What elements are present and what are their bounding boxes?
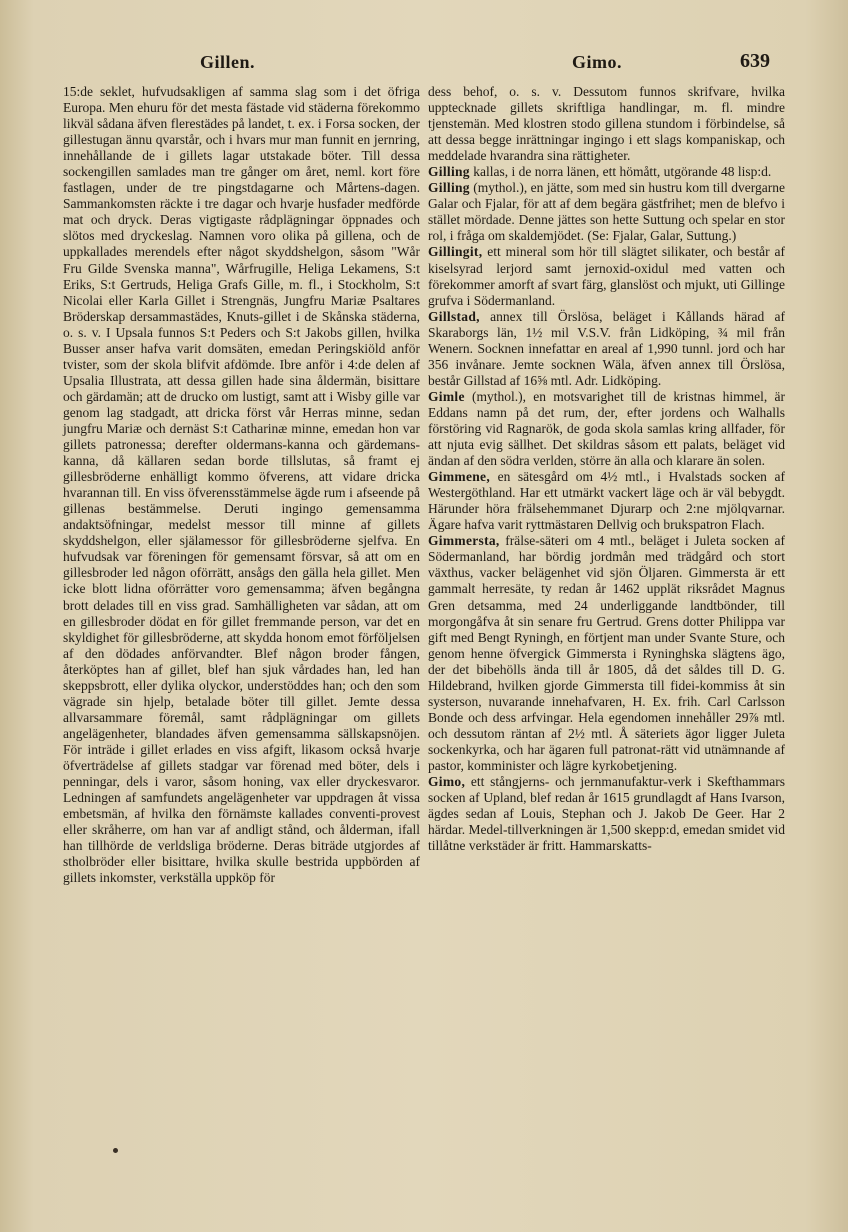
page-number: 639 (740, 50, 770, 72)
entry-headword: Gilling (428, 180, 470, 196)
entry-gimo (428, 774, 785, 854)
entry-gimle (428, 389, 785, 469)
entry-gillstad (428, 309, 785, 389)
header-right-word: Gimo. (572, 52, 622, 72)
header-left-word: Gillen. (200, 52, 256, 72)
entry-text: kallas, i de norra länen, ett hömått, utgörande 48 lisp:d. (473, 164, 772, 180)
entry-headword: Gimmene, (428, 469, 491, 485)
left-column (63, 84, 420, 886)
entry-text: ett mineral som hör till slägtet silikater, och består af kiselsyrad lerjord samt jernoxid-oxidul med vatten och förekommer amorft af svart färg, glanslöst och mjukt, uti Gillinge grufva i Södermanland. (428, 244, 785, 308)
left-column-text: 15:de seklet, hufvudsakligen af samma slag som i det öfriga Europa. Men ehuru för det mesta fästade vid städerna förekommo likväl sådana äfven flerestädes på landet, t. ex. i Forsa socken, der gillestugan ännu qvarstår, och i hvars mur man funnit en jernring, innehållande de i gillets lagar utstakade böter. Till dessa sockengillen samlades man tre gånger om året, neml. kort före fastlagen, under de tre pingstdagarne och Mårtens-dagen. Sammankomsten räckte i tre dagar och hvarje husfader medförde mat och dryck. Deras vigtigaste rådplägningar öppnades och slötos med dryckeslag. Namnen voro olika på gillena, och de uppkallades merendels efter något skyddshelgon, såsom "Wår Fru Gilde Svenska manna", Wårfrugille, Heliga Lekamens, S:t Eriks, S:t Gertruds, Heliga Grafs Gille, m. fl., i Stockholm, S:t Nicolai eller Karla Gillet i Strengnäs, Jungfru Mariæ Psaltares Bröderskap dersammastädes, Knuts-gillet i de Skånska städerna, o. s. v. I Upsala funnos S:t Peders och S:t Jakobs gillen, hvilka Busser anser hafva varit domsäten, emedan Peringskiöld anför tvister, som der skola blifvit afdömde. Ibre anför i 4:de delen af Upsalia Illustrata, att dessa gillen hade sina åldermän, bisittare och gärdamän; att de drucko om lustigt, samt att i Wisby gille var genom lag stadgadt, att dricka först vår Herras minne, sedan jungfru Mariæ och dernäst S:t Catharinæ minne, emedan hon var gillets patronessa; derefter oldermans-kanna och gärdemans-kanna, då källaren sedan borde tillslutas, så framt ej gillesbröderne enhälligt kommo öfverens, att vidare dricka hvarannan till. En viss öfverensstämmelse ägde rum i afseende på gillenas bestämmelse. Deruti ingingo gemensamma andaktsöfningar, medelst messor till minne af gillets skyddshelgon, eller själamessor för gillesbröderne sjelfva. En hufvudsak var föreningen för gemensamt försvar, så att om en gillesbroder led någon oförrätt, ansågs den gälla hela gillet. Men icke blott lidna oförrätter voro gemensamma; äfven begångna brott delades till en viss grad. Samhälligheten var sådan, att om en gillesbroder dödat en för gillet fremmande person, var det en skyldighet för gillesbröderne, att skydda honom emot förföljelsen af den dödades anförvandter. Blef någon broder fången, återköptes han af gillet, blef han sjuk vårdades han, led han skeppsbrott, eller dylika olyckor, understöddes han; och den som vägrade sin hjelp, betalade böter till gillet. Jemte dessa allvarsammare föremål, samt rådplägningar om gillets angelägenheter, blandades äfven gemensamma sällskapsnöjen. För inträde i gillet erlades en viss afgift, likasom också hvarje öfverträdelse af gillets stadgar var förenad med böter, dels i penningar, dels i varor, såsom honing, vax eller dryckesvaror. Ledningen af samfundets angelägenheter var uppdragen åt vissa embetsmän, af hvilka den förnämste kallades conventi-provest eller skråherre, om han var af andligt stånd, och ålderman, ifall han tillhörde de verldsliga bröderne. Deras biträde utgjordes af stholbröder eller bisittare, hvilka skulle bestrida uppbörden af gillets inkomster, verkställa uppköp för (63, 84, 420, 886)
entry-text: annex till Örslösa, beläget i Kållands härad af Skaraborgs län, 1½ mil V.S.V. från Lidköping, ¾ mil från Wenern. Socknen innefattar en areal af 1,990 tunnl. jord och har 356 invånare. Jemte socknen Wäla, äfven annex till Örslösa, består Gillstad af 16⅝ mtl. Adr. Lidköping. (428, 308, 785, 388)
entry-text: frälse-säteri om 4 mtl., beläget i Juleta socken af Södermanland, har bördig jordmån med trädgård och stort växthus, vacker belägenhet vid sjön Öljaren. Gimmersta är ett gammalt herresäte, ty redan år 1462 upplät riksrådet Magnus Gren detsamma, med 24 underliggande landtbönder, till morgongåfva åt sin senare fru Gertrud. Grens dotter Philippa var gift med Bengt Ryningh, en förtjent man under Svante Sture, och genom henne öfvergick Gimmersta i Ryninghska slägtens ägo, der det bibehölls ända till år 1805, då det såldes till D. G. Hildebrand, hvilken gjorde Gimmersta till fidei-kommiss åt sin systerson, nuvarande innehafvaren, H. Ex. frih. Carl Carlsson Bonde och dess arfvingar. Hela egendomen innehåller 29⅞ mtl. och dessutom räntan af 2½ mtl. Å säteriets ägor ligger Juleta sockenkyrka, och har ägaren full patronat-rätt vid utnämnande af pastor, komminister och lägre kyrkobetjening. (428, 533, 786, 773)
entry-gilling-measure (428, 164, 785, 180)
entry-gilling-myth (428, 180, 785, 244)
running-header (0, 50, 848, 80)
right-column-intro: dess behof, o. s. v. Dessutom funnos skrifvare, hvilka upptecknade gillets skriftliga handlingar, m. fl. mindre tjenstemän. Med klostren stodo gillena stundom i förbindelse, så att dessa begge inrättningar ingingo i ett slags kompaniskap, och meddelade hvarandra sina rättigheter. (428, 84, 785, 164)
right-column (428, 84, 785, 854)
entry-headword: Gillstad, (428, 308, 480, 324)
entry-gimmersta (428, 533, 785, 774)
entry-text: en sätesgård om 4½ mtl., i Hvalstads socken af Westergöthland. Har ett utmärkt vackert läge och är väl bebygdt. Härunder höra frälsehemmanet Djurarp och 2:ne mjölqvarnar. Ägare hafva varit ryttmästaren Dellvig och brukspatron Flach. (428, 469, 785, 533)
entry-gillingit (428, 244, 785, 308)
entry-text: ett stångjerns- och jernmanufaktur-verk i Skefthammars socken af Upland, blef redan år 1615 grundlagdt af Hans Ivarson, ägdes sedan af Louis, Stephan och J. Jakob De Geer. Har 2 härdar. Medel-tillverkningen är 1,500 skepp:d, emedan smidet vid tillåtne verkstäder är fritt. Hammarskatts- (428, 774, 785, 854)
entry-text: (mythol.), en motsvarighet till de kristnas himmel, är Eddans namn på det rum, der, efter jordens och Walhalls förstöring vid Ragnarök, de goda skola samlas kring allfader, för att njuta evig sällhet. Det skildras såsom ett palats, beläget vid ändan af den södra verlden, större än alla och klarare än solen. (428, 388, 786, 469)
entry-headword: Gimle (428, 388, 465, 404)
ink-dot (113, 1148, 118, 1153)
entry-headword: Gillingit, (428, 244, 483, 260)
entry-gimmene (428, 469, 785, 533)
entry-text: (mythol.), en jätte, som med sin hustru kom till dvergarne Galar och Fjalar, för att af dem begära gästfrihet; men de blefvo i stället mördade. Denne jättes son hette Suttung och spelar en stor rol, i fråga om skaldemjödet. (Se: Fjalar, Galar, Suttung.) (428, 180, 786, 244)
entry-headword: Gimmersta, (428, 533, 500, 549)
entry-headword: Gimo, (428, 774, 466, 790)
entry-headword: Gilling (428, 164, 470, 180)
